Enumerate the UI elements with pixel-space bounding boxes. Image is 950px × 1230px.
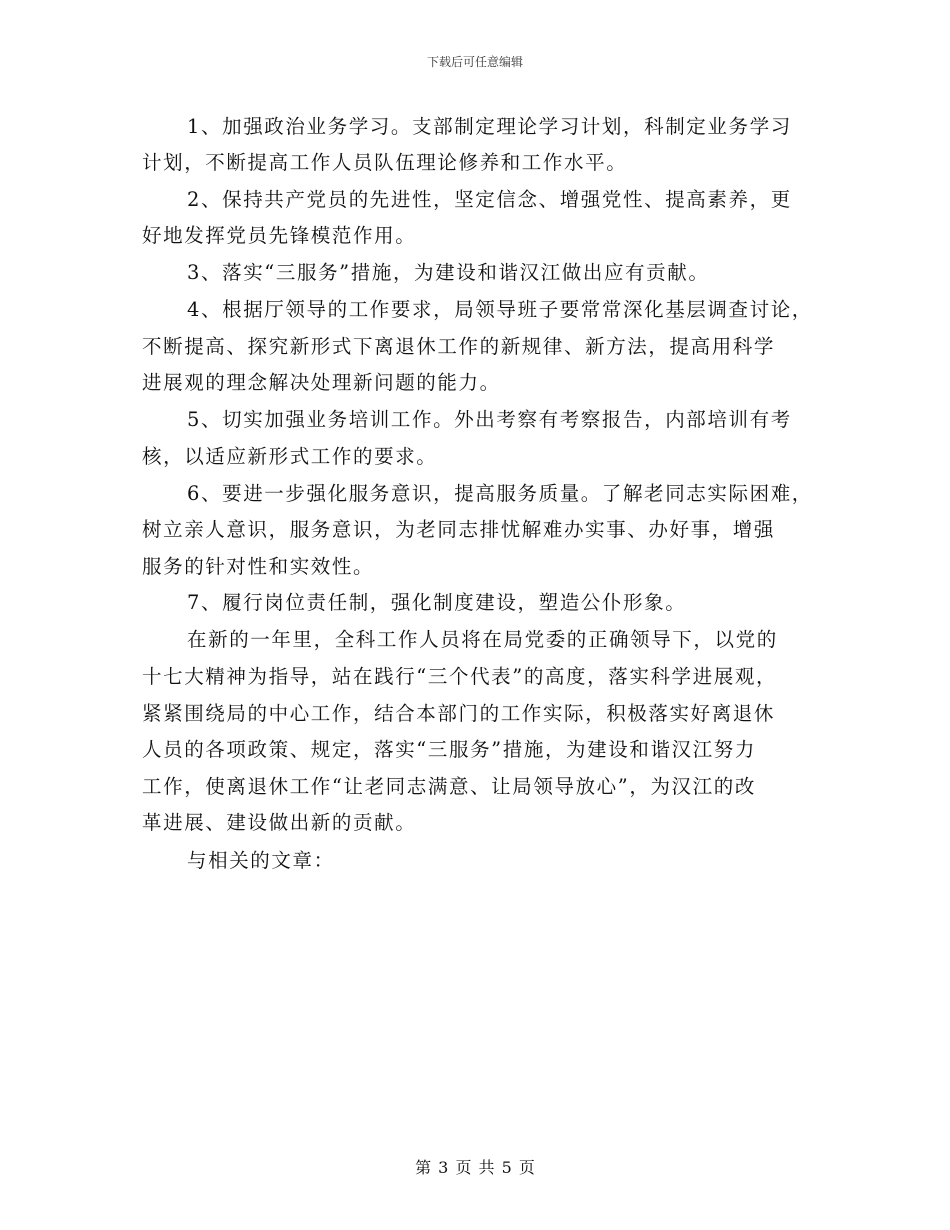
body-line: 与相关的文章： [187, 849, 335, 872]
body-line: 核，以适应新形式工作的要求。 [142, 445, 438, 468]
body-line: 6、要进一步强化服务意识，提高服务质量。了解老同志实际困难， [187, 482, 813, 505]
body-line: 在新的一年里，全科工作人员将在局党委的正确领导下，以党的 [187, 628, 778, 651]
body-line: 进展观的理念解决处理新问题的能力。 [142, 371, 501, 394]
page-header: 下载后可任意编辑 [426, 55, 523, 69]
body-line: 7、履行岗位责任制，强化制度建设，塑造公仆形象。 [187, 591, 687, 614]
page-number: 第 3 页 共 5 页 [415, 1158, 535, 1177]
body-line: 服务的针对性和实效性。 [142, 555, 375, 578]
body-line: 工作，使离退休工作“让老同志满意、让局领导放心”，为汉江的改 [142, 775, 756, 798]
body-line: 3、落实“三服务”措施，为建设和谐汉江做出应有贡献。 [187, 261, 710, 284]
body-line: 计划，不断提高工作人员队伍理论修养和工作水平。 [142, 151, 628, 174]
body-line: 2、保持共产党员的先进性，坚定信念、增强党性、提高素养，更 [187, 188, 792, 211]
body-line: 5、切实加强业务培训工作。外出考察有考察报告，内部培训有考 [187, 408, 792, 431]
body-line: 不断提高、探究新形式下离退休工作的新规律、新方法，提高用科学 [142, 335, 776, 358]
body-line: 人员的各项政策、规定，落实“三服务”措施，为建设和谐汉江努力 [142, 738, 756, 761]
body-line: 十七大精神为指导，站在践行“三个代表”的高度，落实科学进展观， [142, 665, 778, 688]
body-line: 好地发挥党员先锋模范作用。 [142, 224, 417, 247]
body-line: 4、根据厅领导的工作要求，局领导班子要常常深化基层调查讨论， [187, 298, 813, 321]
body-line: 1、加强政治业务学习。支部制定理论学习计划，科制定业务学习 [187, 115, 792, 138]
body-line: 树立亲人意识，服务意识，为老同志排忧解难办实事、办好事，增强 [142, 518, 776, 541]
body-line: 紧紧围绕局的中心工作，结合本部门的工作实际，积极落实好离退休 [142, 702, 776, 725]
body-line: 革进展、建设做出新的贡献。 [142, 811, 417, 834]
